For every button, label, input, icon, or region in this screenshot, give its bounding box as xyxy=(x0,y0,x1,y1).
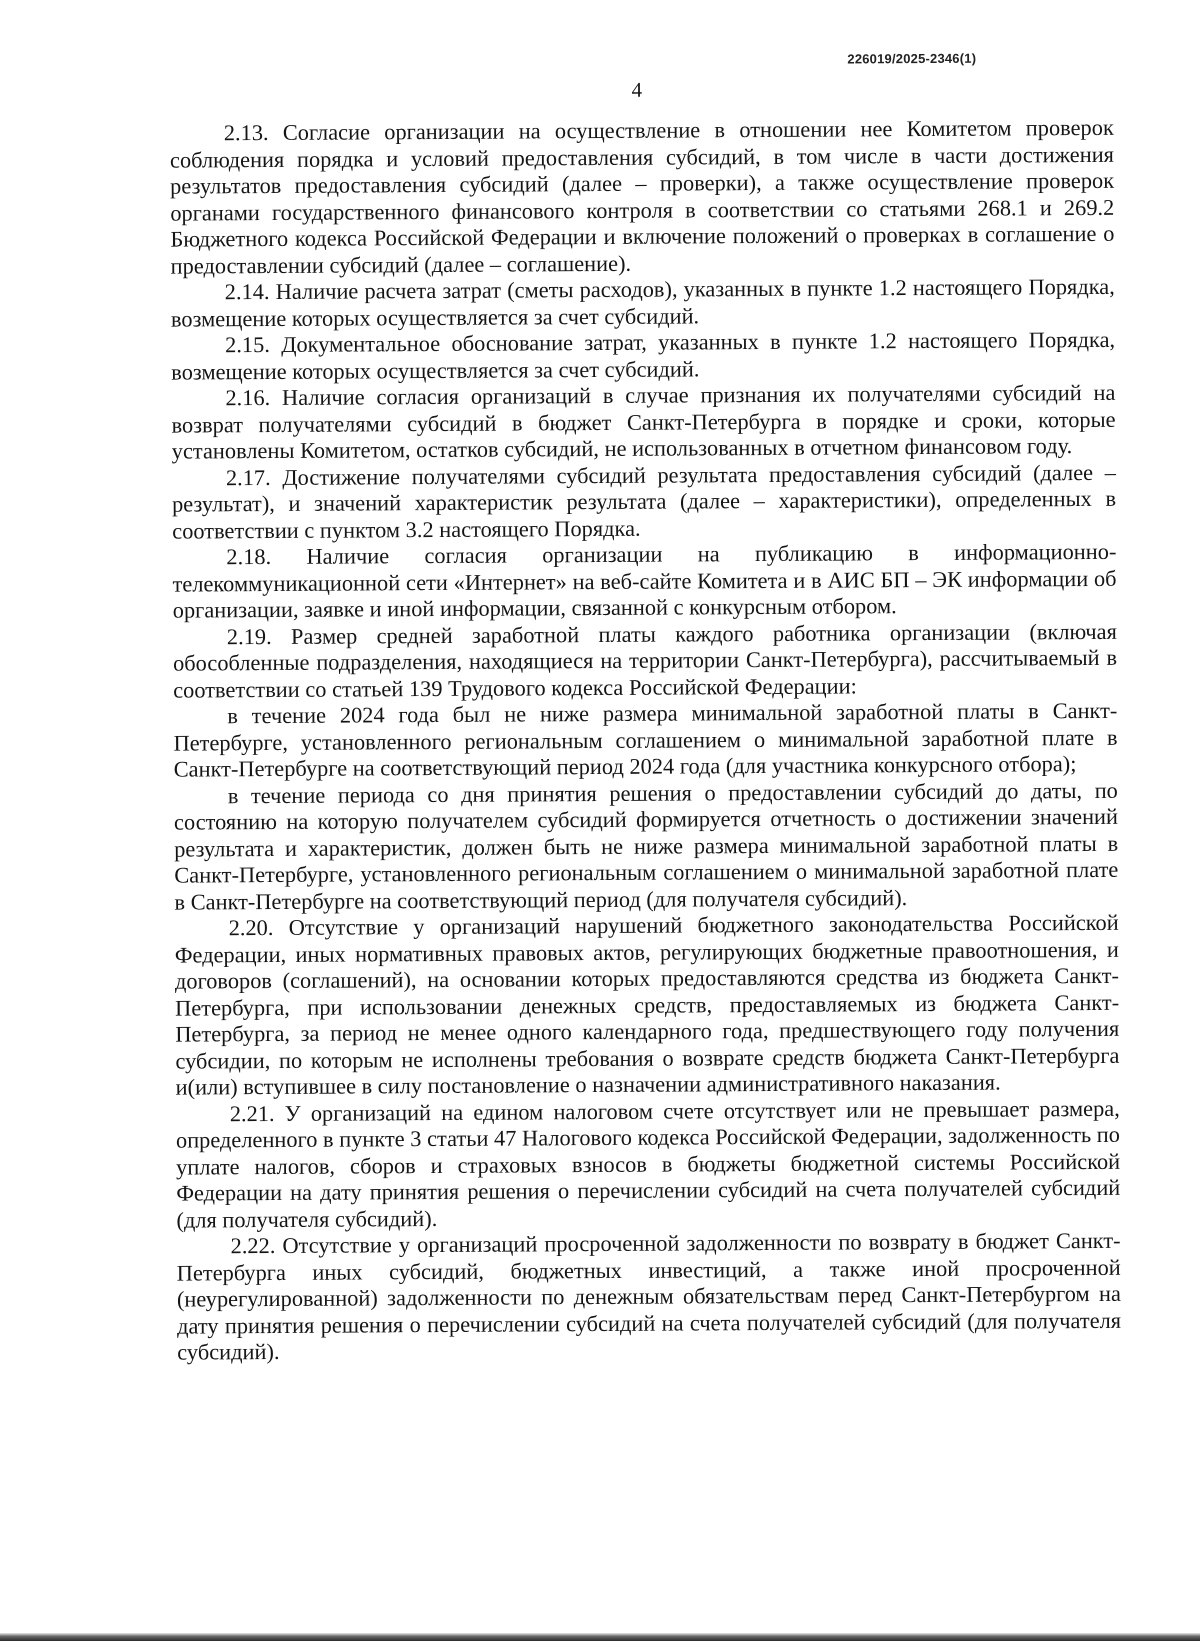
paragraph-2-20: 2.20. Отсутствие у организаций нарушений бюджетного законодательства Российской Федерации, иных нормативных правовых актов, регулирующих бюджетные правоотношения, и договоров (соглашений), на основании которых предоставляются средства из бюджета Санкт-Петербурга, при использовании денежных средств, предоставляемых из бюджета Санкт-Петербурга, за период не менее одного календарного года, предшествующего году получения субсидии, по которым не исполнены требования о возврате средств бюджета Санкт-Петербурга и(или) вступившее в силу постановление о назначении административного наказания. xyxy=(174,909,1120,1100)
document-id: 226019/2025-2346(1) xyxy=(847,50,977,67)
paragraph-2-21: 2.21. У организаций на едином налоговом счете отсутствует или не превышает размера, определенного в пункте 3 статьи 47 Налогового кодекса Российской Федерации, задолженность по уплате налогов, сборов и страховых взносов в бюджеты бюджетной системы Российской Федерации на дату принятия решения о перечислении субсидий на счета получателей субсидий (для получателя субсидий). xyxy=(175,1095,1121,1233)
paragraph-2-22: 2.22. Отсутствие у организаций просроченной задолженности по возврату в бюджет Санкт-Петербурга иных субсидий, бюджетных инвестиций, а также иной просроченной (неурегулированной) задолженности по денежным обязательствам перед Санкт-Петербургом на дату принятия решения о перечислении субсидий на счета получателей субсидий (для получателя субсидий). xyxy=(176,1227,1122,1365)
paragraph-2-19-item-1: в течение 2024 года был не ниже размера минимальной заработной платы в Санкт-Петербурге, установленного региональным соглашением о минимальной заработной плате в Санкт-Петербурге на соответствующий период 2024 года (для участника конкурсного отбора); xyxy=(173,697,1118,782)
paragraph-2-14: 2.14. Наличие расчета затрат (сметы расходов), указанных в пункте 1.2 настоящего Порядка, возмещение которых осуществляется за счет субсидий. xyxy=(170,273,1115,332)
scan-edge-shadow xyxy=(0,1633,1200,1641)
paragraph-2-13: 2.13. Согласие организации на осуществление в отношении нее Комитетом проверок соблюдения порядка и условий предоставления субсидий, в том числе в части достижения результатов предоставления субсидий (далее – проверки), а также осуществление проверок органами государственного финансового контроля в соответствии со статьями 268.1 и 269.2 Бюджетного кодекса Российской Федерации и включение положений о проверках в соглашение о предоставлении субсидий (далее – соглашение). xyxy=(169,114,1115,279)
paragraph-2-17: 2.17. Достижение получателями субсидий результата предоставления субсидий (далее – результат), и значений характеристик результата (далее – характеристики), определенных в соответствии с пунктом 3.2 настоящего Порядка. xyxy=(171,459,1117,544)
document-body xyxy=(170,115,1122,1366)
paragraph-2-19-item-2: в течение периода со дня принятия решения о предоставлении субсидий до даты, по состоянию на которую получателем субсидий формируется отчетность о достижении значений результата и характеристик, должен быть не ниже размера минимальной заработной платы в Санкт-Петербурге, установленного региональным соглашением о минимальной заработной плате в Санкт-Петербурге на соответствующий период (для получателя субсидий). xyxy=(173,777,1119,915)
paragraph-2-15: 2.15. Документальное обоснование затрат, указанных в пункте 1.2 настоящего Порядка, возмещение которых осуществляется за счет субсидий. xyxy=(171,326,1116,385)
paragraph-2-16: 2.16. Наличие согласия организаций в случае признания их получателями субсидий на возврат получателями субсидий в бюджет Санкт-Петербурга в порядке и сроки, которые установлены Комитетом, остатков субсидий, не использованных в отчетном финансовом году. xyxy=(171,379,1116,464)
page-number: 4 xyxy=(631,77,643,102)
paragraph-2-19: 2.19. Размер средней заработной платы каждого работника организации (включая обособленные подразделения, находящиеся на территории Санкт-Петербурга), рассчитываемый в соответствии со статьей 139 Трудового кодекса Российской Федерации: xyxy=(172,618,1118,703)
paragraph-2-18: 2.18. Наличие согласия организации на публикацию в информационно-телекоммуникационной сети «Интернет» на веб-сайте Комитета и в АИС БП – ЭК информации об организации, заявке и иной информации, связанной с конкурсным отбором. xyxy=(172,538,1117,623)
